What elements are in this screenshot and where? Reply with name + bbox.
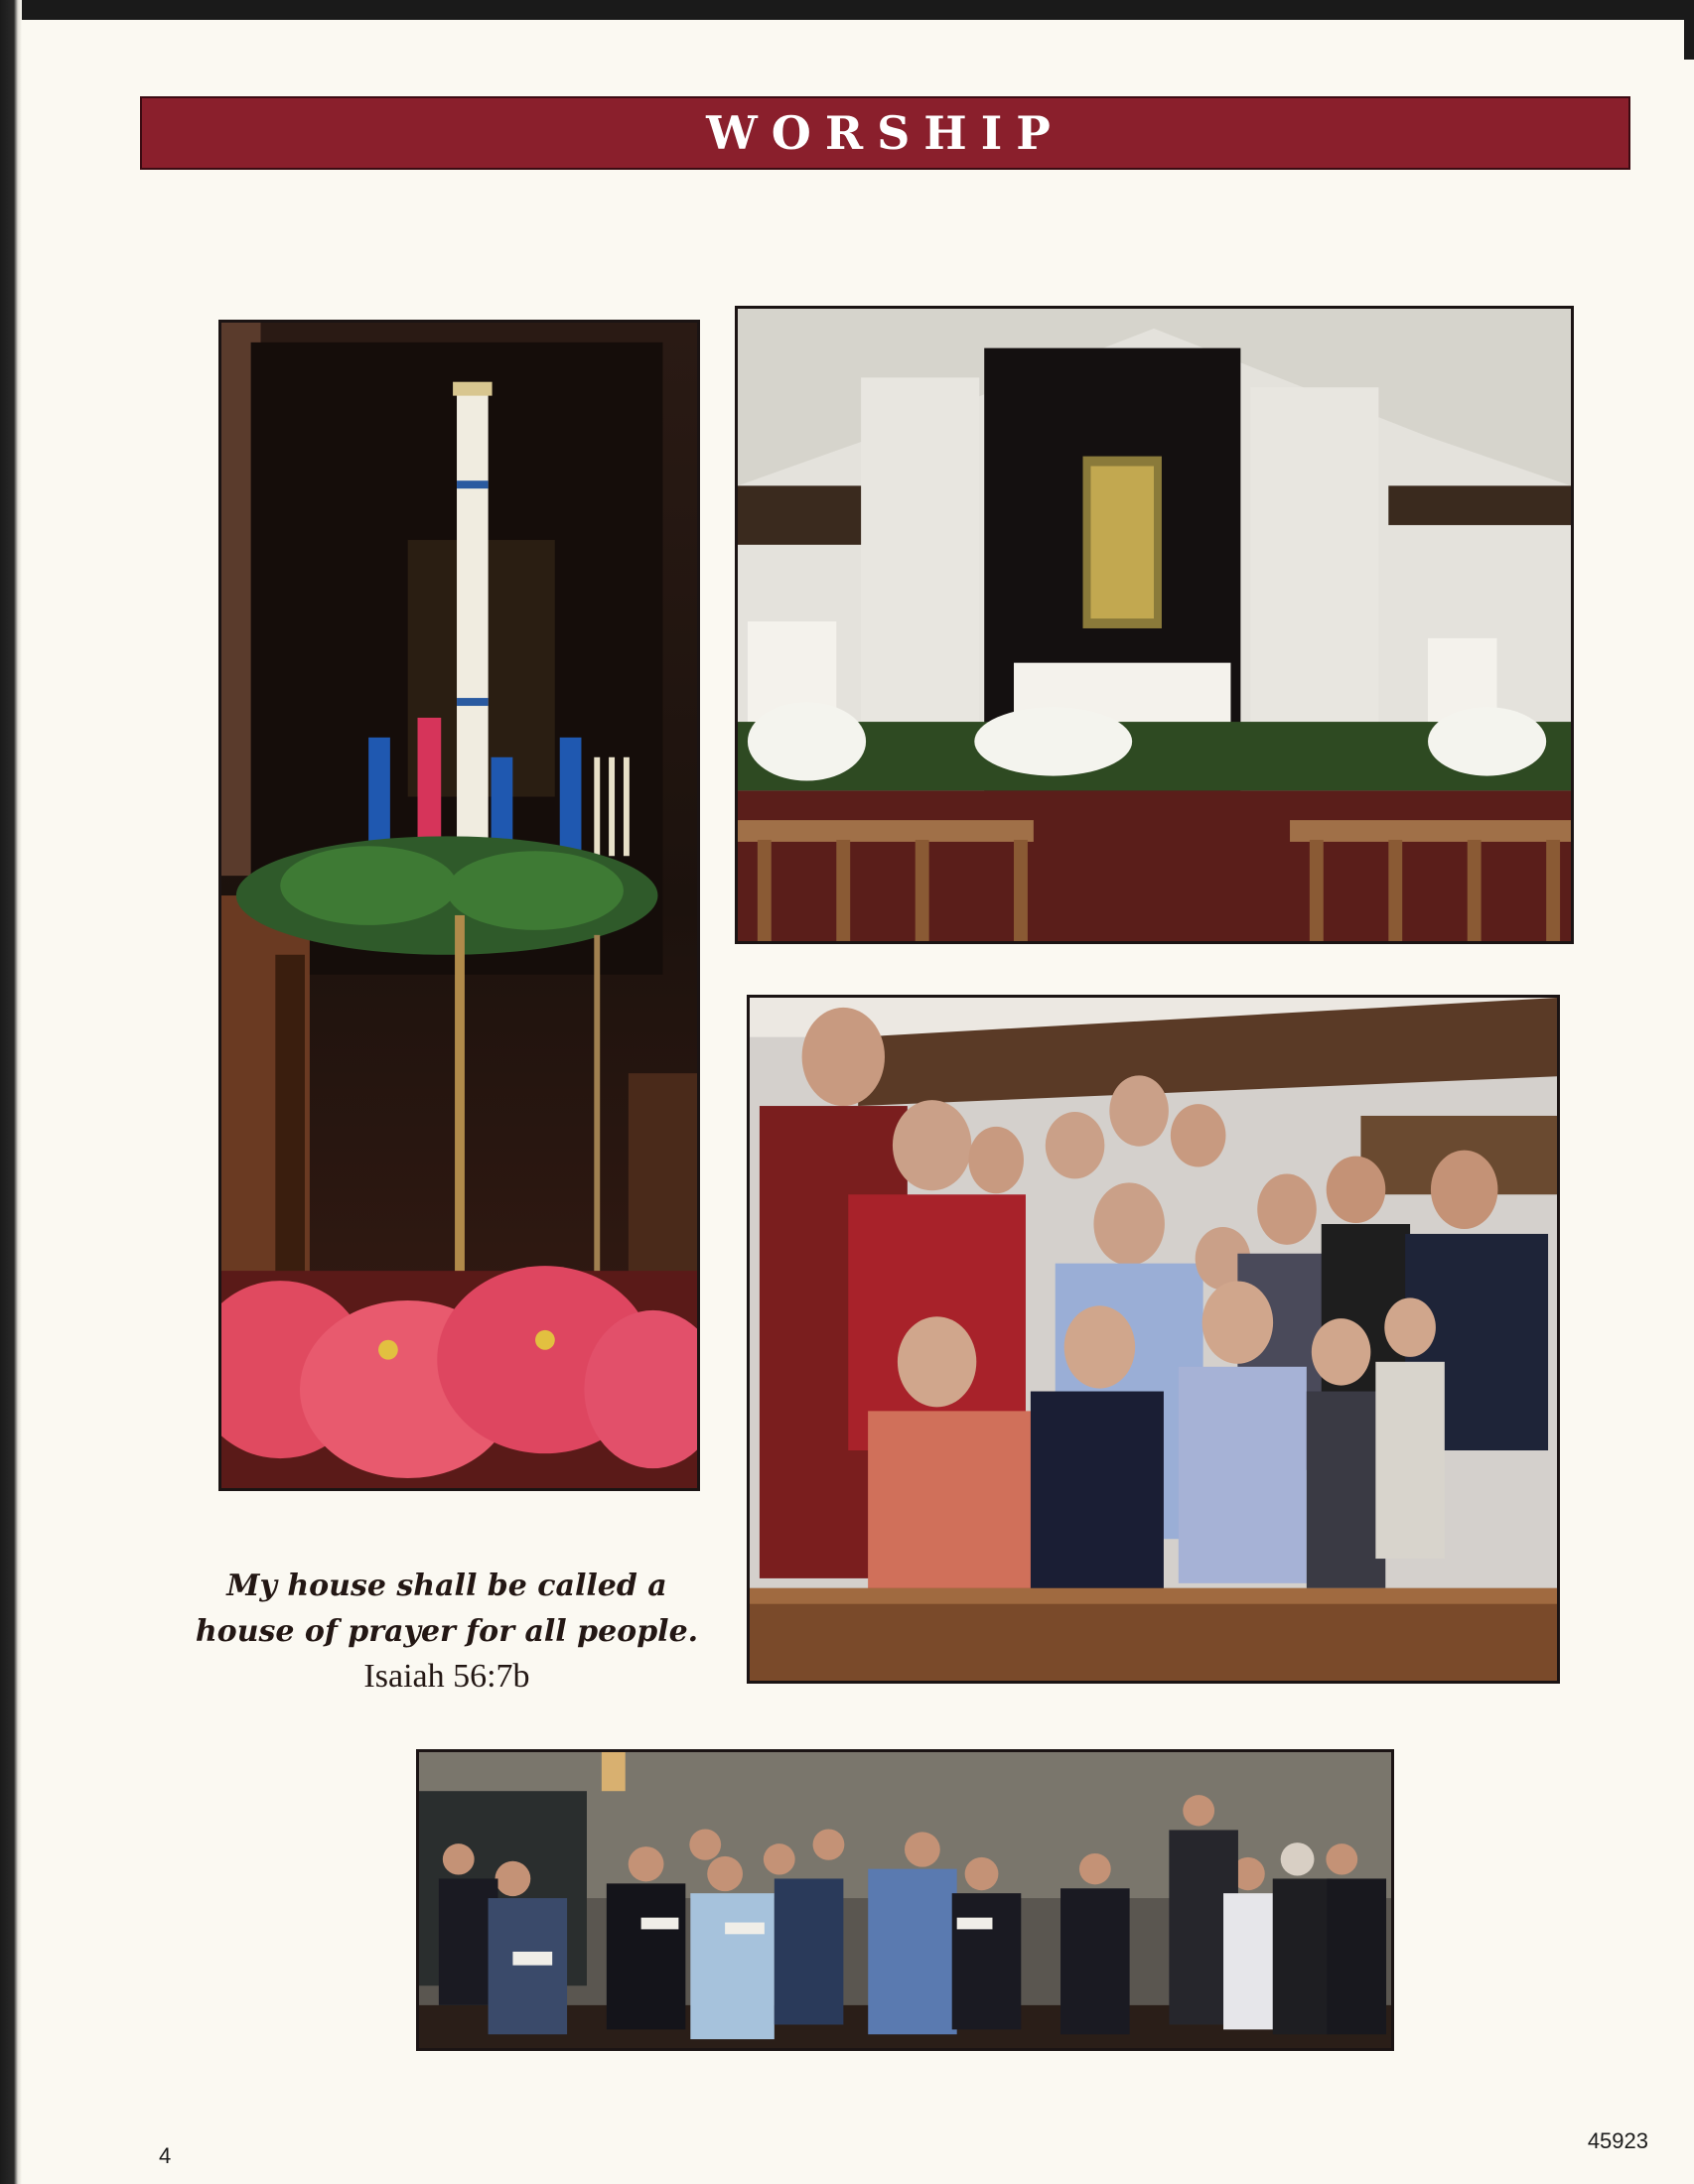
youth-group-photo [747,995,1560,1684]
section-header-bar [140,96,1630,170]
page-edge-top [0,0,1694,20]
quote-reference: Isaiah 56:7b [363,1658,530,1695]
page-number: 4 [159,2143,172,2168]
page-code: 45923 [1587,2128,1648,2153]
congregation-singing-photo [416,1749,1394,2051]
section-title: WORSHIP [706,106,1064,160]
quote-line-1: My house shall be called a [226,1569,667,1603]
quote-line-2: house of prayer for all people. [195,1614,699,1649]
scripture-quote [159,1564,735,1699]
altar-lilies-photo [735,306,1574,944]
page-edge-left [0,0,22,2184]
advent-wreath-photo [218,320,700,1491]
page-edge-right [1684,0,1694,60]
